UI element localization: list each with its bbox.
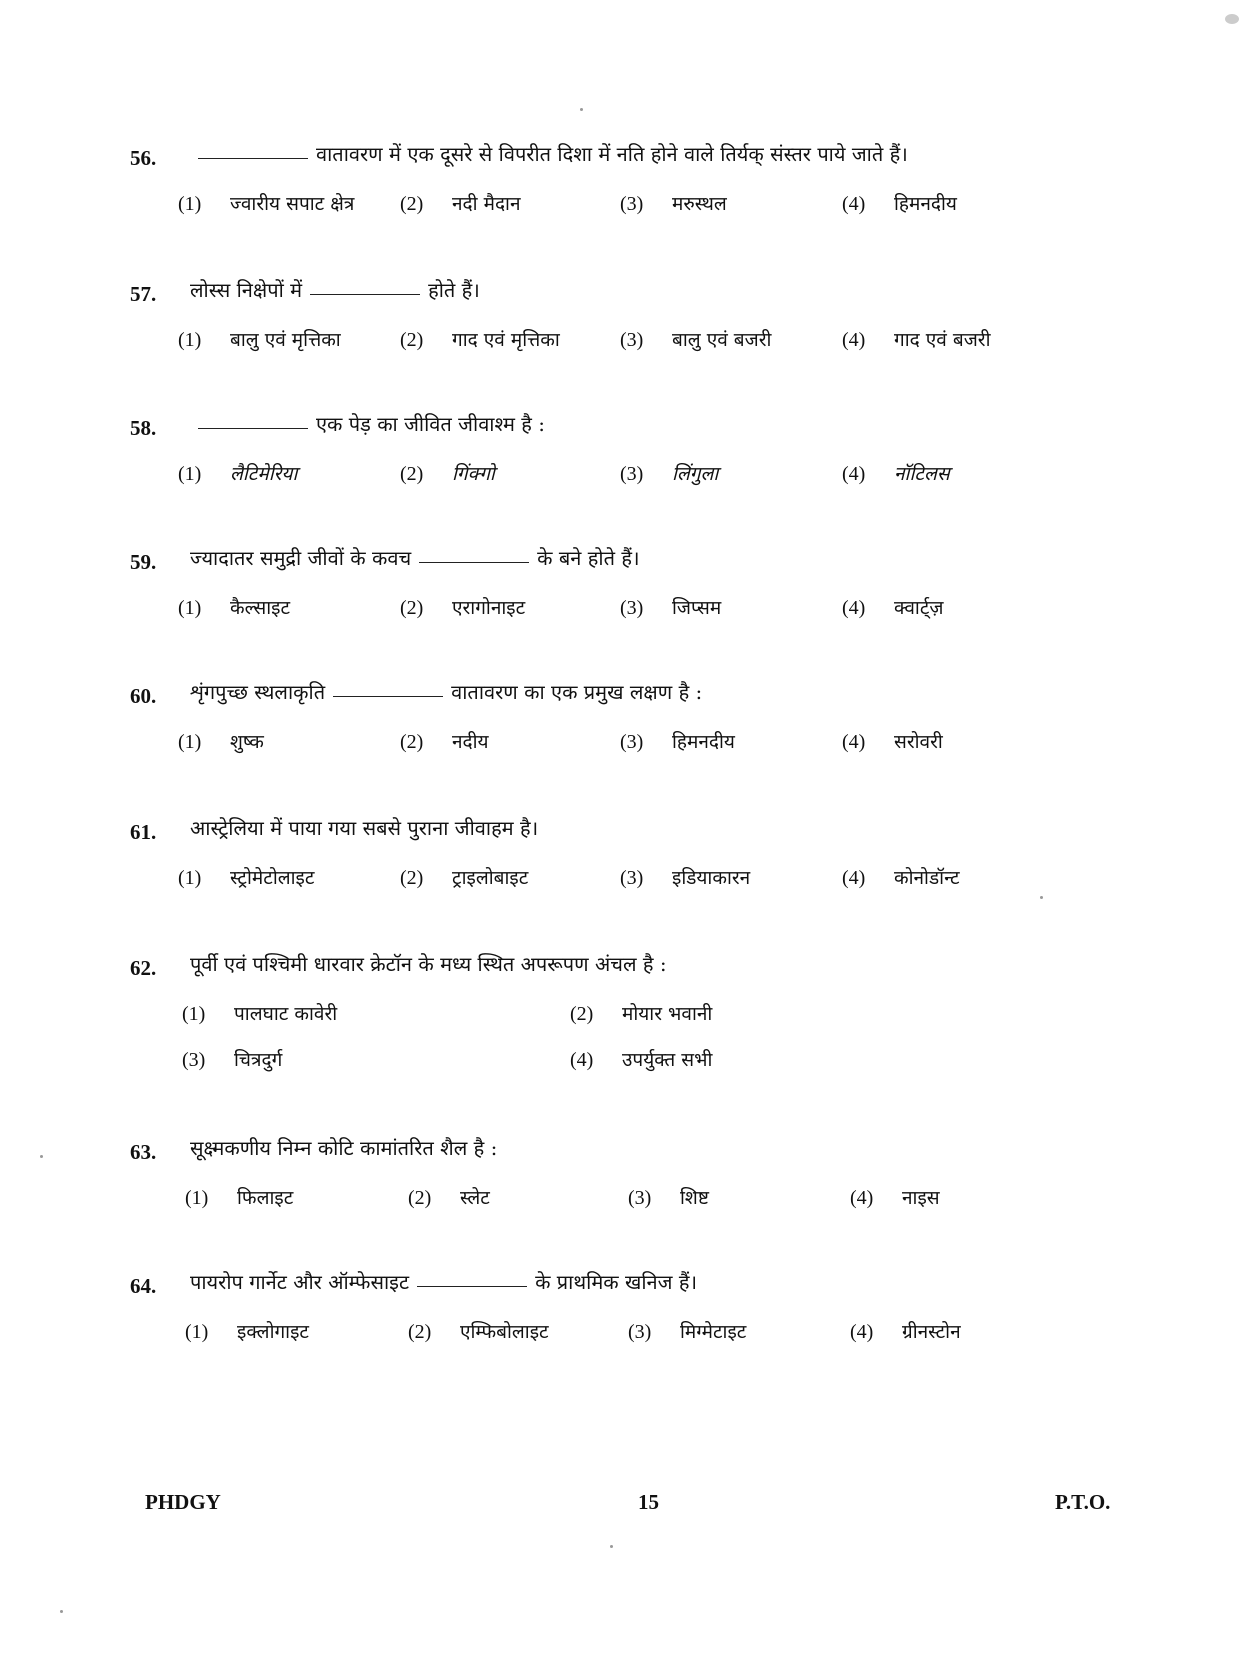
option-3: (3) बालु एवं बजरी	[620, 329, 772, 351]
option-1: (1) फिलाइट	[185, 1187, 294, 1209]
answer-blank	[333, 696, 443, 697]
answer-blank	[198, 428, 308, 429]
scan-artifact	[580, 108, 583, 111]
option-2: (2) ट्राइलोबाइट	[400, 867, 529, 889]
option-2: (2) मोयार भवानी	[570, 1003, 713, 1025]
option-1: (1) पालघाट कावेरी	[182, 1003, 338, 1025]
option-3: (3) जिप्सम	[620, 597, 722, 619]
question-56	[130, 140, 1130, 230]
scan-artifact	[1225, 14, 1239, 24]
option-1: (1) स्ट्रोमेटोलाइट	[178, 867, 315, 889]
option-1: (1) बालु एवं मृत्तिका	[178, 329, 341, 351]
question-number: 59.	[130, 550, 157, 574]
question-61	[130, 814, 1130, 904]
question-text: लोस्स निक्षेपों में होते हैं।	[190, 278, 480, 302]
answer-blank	[419, 562, 529, 563]
question-number: 61.	[130, 820, 157, 844]
scan-artifact	[610, 1545, 613, 1548]
question-64	[130, 1268, 1130, 1358]
option-1: (1) शुष्क	[178, 731, 264, 753]
question-63	[130, 1134, 1130, 1224]
question-60	[130, 678, 1130, 768]
option-2: (2) नदीय	[400, 731, 489, 753]
question-number: 56.	[130, 146, 157, 170]
option-4: (4) नॉटिलस	[842, 463, 950, 485]
question-number: 64.	[130, 1274, 157, 1298]
question-text: आस्ट्रेलिया में पाया गया सबसे पुराना जीवाहम है।	[190, 816, 539, 840]
option-2: (2) एरागोनाइट	[400, 597, 526, 619]
question-text: पूर्वी एवं पश्चिमी धारवार क्रेटॉन के मध्य स्थित अपरूपण अंचल है :	[190, 952, 667, 976]
option-1: (1) इक्लोगाइट	[185, 1321, 310, 1343]
question-text: ज्यादातर समुद्री जीवों के कवच के बने होते हैं।	[190, 546, 640, 570]
option-4: (4) कोनोडॉन्ट	[842, 867, 960, 889]
question-number: 62.	[130, 956, 157, 980]
question-59	[130, 544, 1130, 634]
option-2: (2) गाद एवं मृत्तिका	[400, 329, 560, 351]
option-4: (4) उपर्युक्त सभी	[570, 1049, 713, 1071]
option-1: (1) लैटिमेरिया	[178, 463, 298, 485]
option-3: (3) लिंगुला	[620, 463, 719, 485]
question-number: 58.	[130, 416, 157, 440]
scan-artifact	[40, 1155, 43, 1158]
question-62	[130, 950, 1130, 1086]
question-text: सूक्ष्मकणीय निम्न कोटि कामांतरित शैल है :	[190, 1136, 498, 1160]
option-3: (3) हिमनदीय	[620, 731, 735, 753]
option-4: (4) ग्रीनस्टोन	[850, 1321, 961, 1343]
option-3: (3) मरुस्थल	[620, 193, 727, 215]
option-2: (2) गिंक्गो	[400, 463, 495, 485]
option-4: (4) क्वार्ट्ज़	[842, 597, 944, 619]
question-57	[130, 276, 1130, 366]
question-number: 63.	[130, 1140, 157, 1164]
option-4: (4) सरोवरी	[842, 731, 943, 753]
option-3: (3) इडियाकारन	[620, 867, 751, 889]
question-text: शृंगपुच्छ स्थलाकृति वातावरण का एक प्रमुख लक्षण है :	[190, 680, 703, 704]
option-1: (1) कैल्साइट	[178, 597, 291, 619]
answer-blank	[198, 158, 308, 159]
scan-artifact	[60, 1610, 63, 1613]
option-1: (1) ज्वारीय सपाट क्षेत्र	[178, 193, 355, 215]
question-number: 57.	[130, 282, 157, 306]
option-3: (3) शिष्ट	[628, 1187, 709, 1209]
question-text: एक पेड़ का जीवित जीवाश्म है :	[190, 410, 545, 437]
answer-blank	[417, 1286, 527, 1287]
option-3: (3) मिग्मेटाइट	[628, 1321, 747, 1343]
answer-blank	[310, 294, 420, 295]
option-4: (4) नाइस	[850, 1187, 940, 1209]
scan-artifact	[1040, 896, 1043, 899]
question-text: पायरोप गार्नेट और ऑम्फेसाइट के प्राथमिक खनिज हैं।	[190, 1270, 698, 1294]
question-58	[130, 410, 1130, 500]
please-turn-over: P.T.O.	[1055, 1490, 1111, 1514]
option-2: (2) एम्फिबोलाइट	[408, 1321, 549, 1343]
option-4: (4) गाद एवं बजरी	[842, 329, 991, 351]
option-2: (2) स्लेट	[408, 1187, 490, 1209]
question-text: वातावरण में एक दूसरे से विपरीत दिशा में नति होने वाले तिर्यक् संस्तर पाये जाते हैं।	[190, 140, 908, 167]
paper-code: PHDGY	[145, 1490, 221, 1514]
question-number: 60.	[130, 684, 157, 708]
option-3: (3) चित्रदुर्ग	[182, 1049, 283, 1071]
option-4: (4) हिमनदीय	[842, 193, 957, 215]
option-2: (2) नदी मैदान	[400, 193, 521, 215]
page-number: 15	[638, 1490, 659, 1514]
